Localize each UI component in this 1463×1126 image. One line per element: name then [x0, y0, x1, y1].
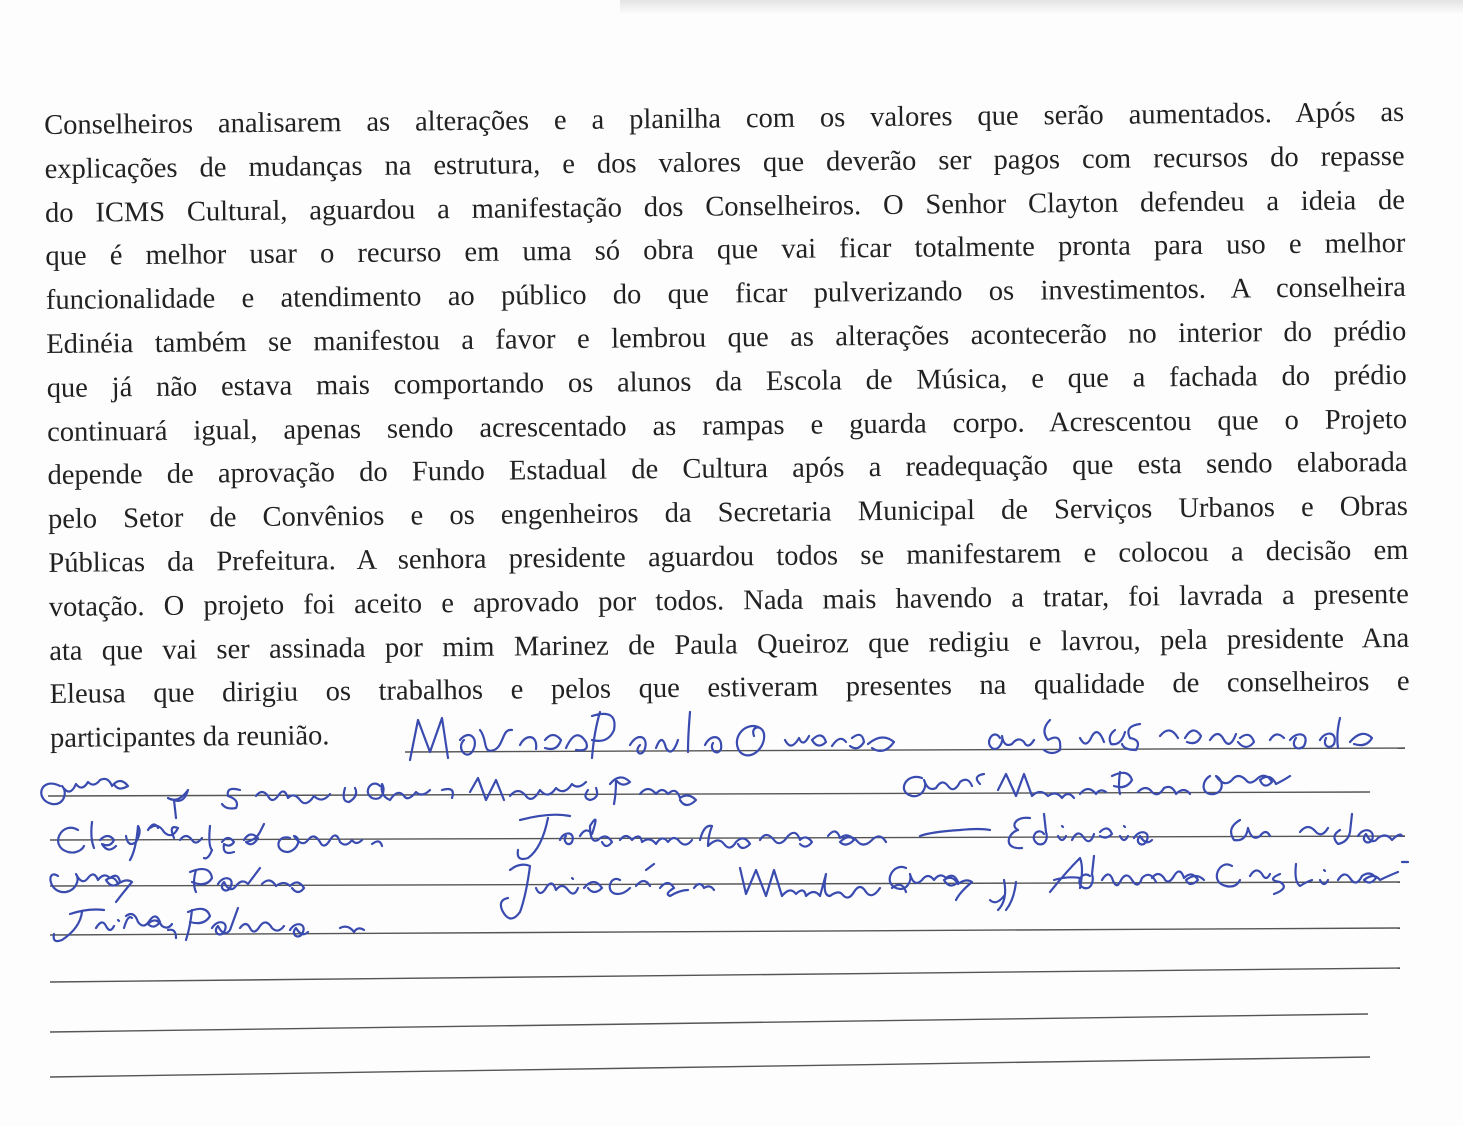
- minutes-line: explicações de mudanças na estrutura, e dos valores que deverão ser pagos com recursos do repasse: [44, 140, 1405, 185]
- signature-queiroz-padua: [50, 868, 304, 902]
- minutes-line: do ICMS Cultural, aguardou a manifestação dos Conselheiros. O Senhor Clayton defendeu a ideia de: [44, 184, 1406, 229]
- signature-ana-eleusa: [989, 718, 1372, 753]
- minutes-line: que já não estava mais comportando os alunos da Escola de Música, e que a fachada do prédio: [46, 359, 1407, 404]
- minutes-line-final: participantes da reunião.: [49, 720, 330, 755]
- signature-adriana: [54, 856, 1408, 941]
- signature-queiroz-cont: [41, 779, 188, 818]
- signature-clayton: [58, 822, 382, 860]
- minutes-line: Eleusa que dirigiu os trabalhos e pelos que estiveram presentes na qualidade de conselheiros e: [49, 666, 1410, 711]
- minutes-line: Conselheiros analisarem as alterações e a planilha com os valores que serão aumentados. Após as: [44, 96, 1405, 141]
- minutes-line: continuará igual, apenas sendo acrescentado as rampas e guarda corpo. Acrescentou que o Projeto: [47, 403, 1408, 448]
- minutes-line: funcionalidade e atendimento ao público do que ficar pulverizando os investimentos. A conselheira: [45, 272, 1406, 317]
- signature-marinez: [410, 712, 894, 760]
- minutes-line: Edinéia também se manifestou a favor e lembrou que as alterações acontecerão no interior do prédio: [46, 315, 1407, 360]
- minutes-line: ata que vai ser assinada por mim Marinez de Paula Queiroz que redigiu e lavrou, pela presidente Ana: [49, 622, 1410, 667]
- signature-edineia: [1009, 814, 1402, 848]
- minutes-line: Públicas da Prefeitura. A senhora presidente aguardou todos se manifestarem e colocou a decisão em: [48, 534, 1409, 579]
- minutes-line: pelo Setor de Convênios e os engenheiros da Secretaria Municipal de Serviços Urbanos e Obras: [47, 491, 1409, 536]
- signature-junio: [501, 864, 1016, 919]
- minutes-line: depende de aprovação do Fundo Estadual de Cultura após a readequação que esta sendo elaborada: [47, 447, 1408, 492]
- signature-ana-maria: [904, 772, 1290, 798]
- minutes-line: votação. O projeto foi aceito e aprovado por todos. Nada mais havendo a tratar, foi lavrada a presente: [48, 578, 1409, 623]
- signature-jordlene: [518, 815, 990, 859]
- minutes-line: que é melhor usar o recurso em uma só obra que vai ficar totalmente pronta para uso e melhor: [45, 228, 1406, 273]
- signature-sidineya: [222, 777, 696, 808]
